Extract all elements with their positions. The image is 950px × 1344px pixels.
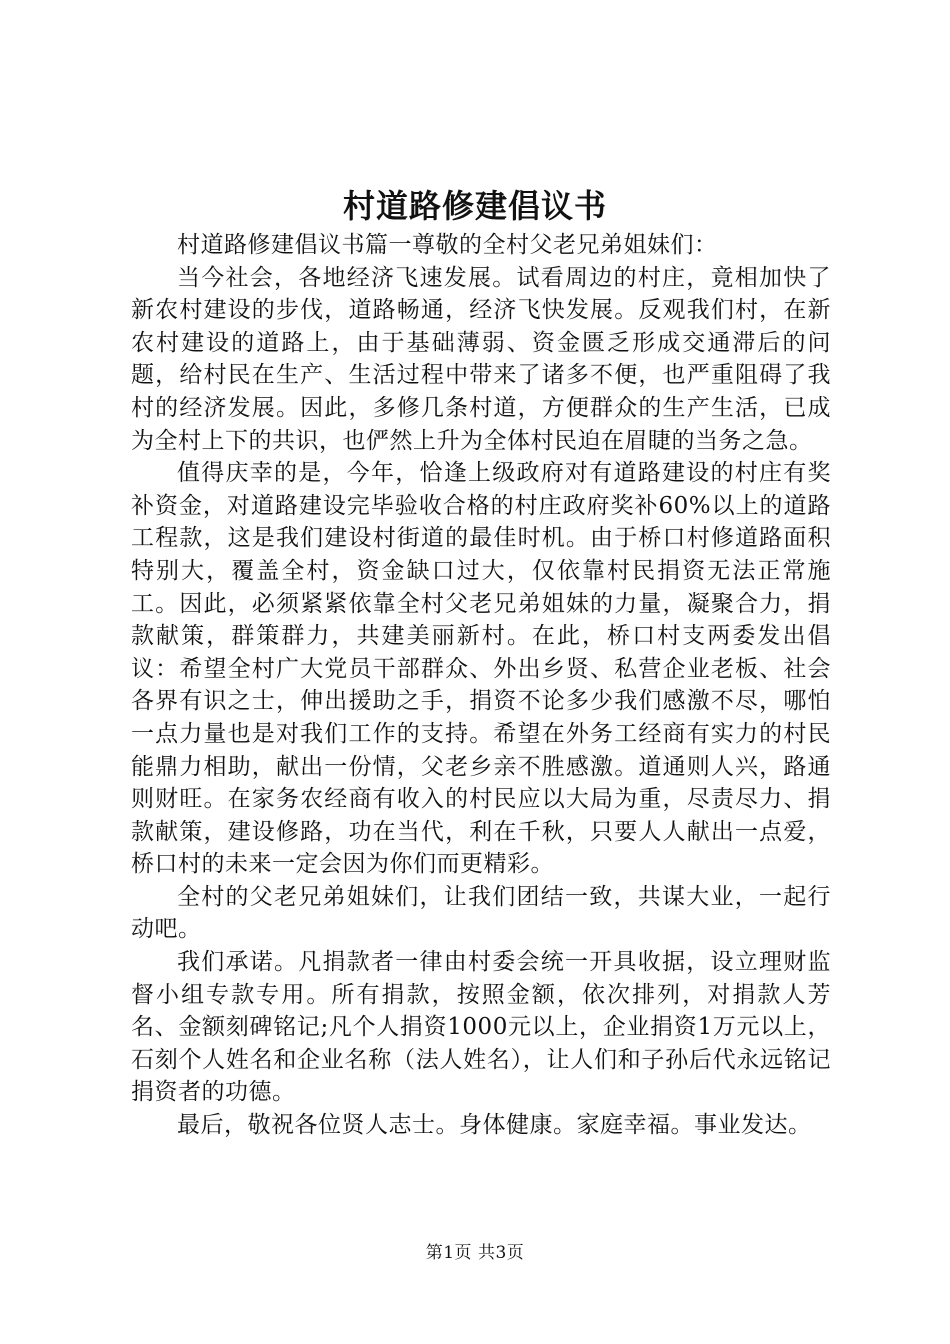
paragraph-greeting: 村道路修建倡议书篇一尊敬的全村父老兄弟姐妹们： bbox=[177, 232, 718, 258]
paragraph-commitment: 我们承诺。凡捐款者一律由村委会统一开具收据，设立理财监督小组专款专用。所有捐款，按照金额，依次排列，对捐款人芳名、金额刻碑铭记;凡个人捐资1000元以上，企业捐资1万元以上，石刻个人姓名和企业名称（法人姓名），让人们和子孙后代永远铭记捐资者的功德。 bbox=[131, 949, 831, 1106]
page-title: 村道路修建倡议书 bbox=[342, 187, 607, 225]
paragraph-background: 当今社会，各地经济飞速发展。试看周边的村庄，竟相加快了新农村建设的步伐，道路畅通，经济飞快发展。反观我们村，在新农村建设的道路上，由于基础薄弱、资金匮乏形成交通滞后的问题，给村民在生产、生活过程中带来了诸多不便，也严重阻碍了我村的经济发展。因此，多修几条村道，方便群众的生产生活，已成为全村上下的共识，也俨然上升为全体村民迫在眉睫的当务之急。 bbox=[131, 264, 831, 454]
paragraph-closing: 最后，敬祝各位贤人志士。身体健康。家庭幸福。事业发达。 bbox=[177, 1112, 812, 1139]
page-number-footer: 第1页 共3页 bbox=[425, 1243, 525, 1263]
paragraph-call-to-action: 全村的父老兄弟姐妹们，让我们团结一致，共谋大业，一起行动吧。 bbox=[131, 883, 831, 943]
document-body bbox=[131, 229, 831, 1142]
paragraph-proposal: 值得庆幸的是，今年，恰逢上级政府对有道路建设的村庄有奖补资金，对道路建设完毕验收合格的村庄政府奖补60%以上的道路工程款，这是我们建设村街道的最佳时机。由于桥口村修道路面积特别大，覆盖全村，资金缺口过大，仅依靠村民捐资无法正常施工。因此，必须紧紧依靠全村父老兄弟姐妹的力量，凝聚合力，捐款献策，群策群力，共建美丽新村。在此，桥口村支两委发出倡议：希望全村广大党员干部群众、外出乡贤、私营企业老板、社会各界有识之士，伸出援助之手，捐资不论多少我们感激不尽，哪怕一点力量也是对我们工作的支持。希望在外务工经商有实力的村民能鼎力相助，献出一份情，父老乡亲不胜感激。道通则人兴，路通则财旺。在家务农经商有收入的村民应以大局为重，尽责尽力、捐款献策，建设修路，功在当代，利在千秋，只要人人献出一点爱，桥口村的未来一定会因为你们而更精彩。 bbox=[131, 460, 831, 878]
